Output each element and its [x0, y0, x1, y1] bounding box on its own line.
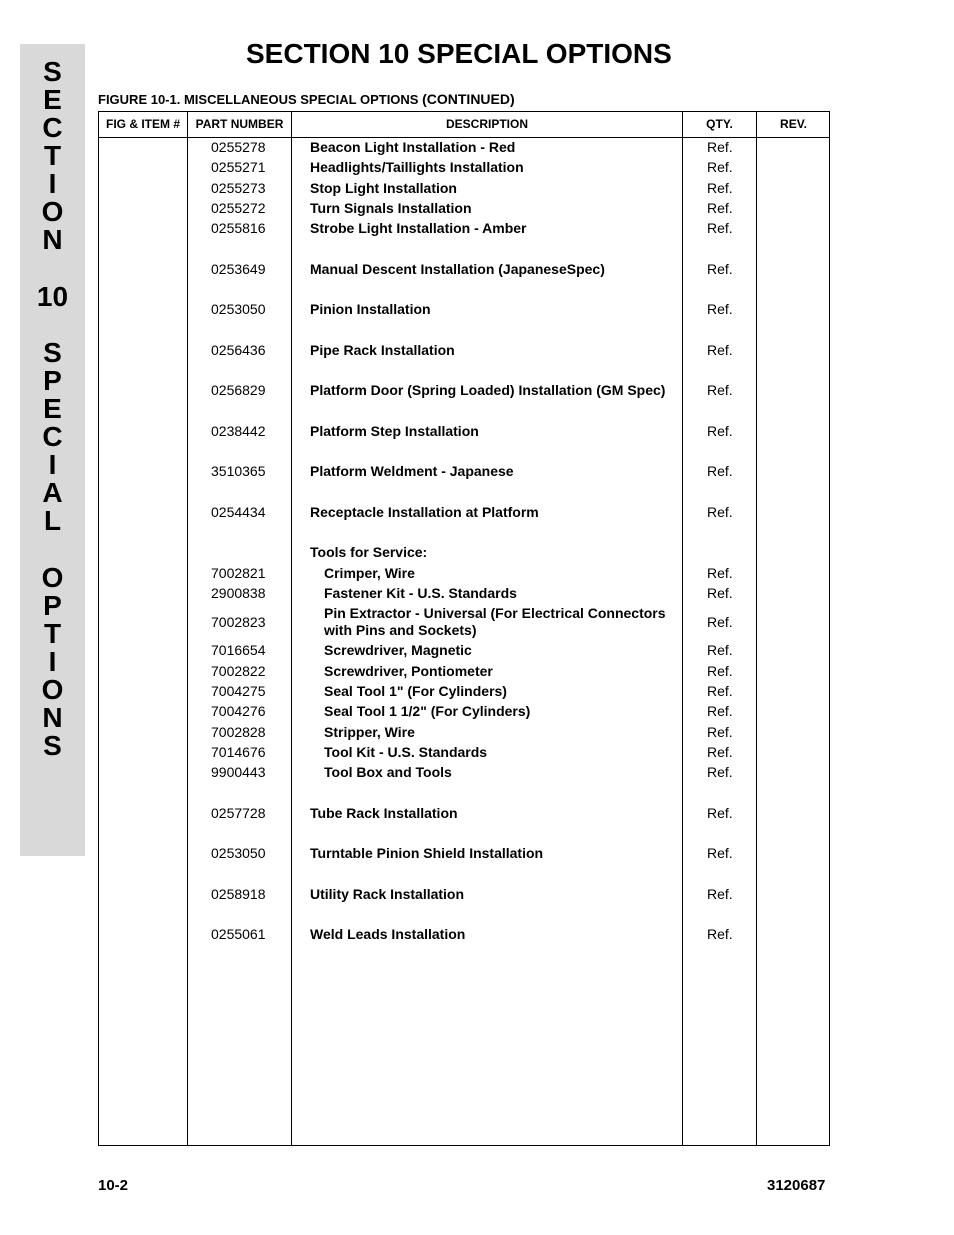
- side-tab-letter: C: [42, 112, 63, 143]
- part-number-cell: 0255061: [211, 926, 266, 942]
- description-cell: Platform Weldment - Japanese: [310, 463, 514, 479]
- side-tab-letter: P: [43, 365, 62, 396]
- description-cell: Tube Rack Installation: [310, 805, 458, 821]
- side-tab-letter: E: [43, 393, 62, 424]
- qty-cell: Ref.: [707, 342, 733, 358]
- description-cell: Beacon Light Installation - Red: [310, 139, 516, 155]
- description-cell: Stripper, Wire: [324, 724, 415, 740]
- side-tab-letter: E: [43, 84, 62, 115]
- page-number: 10-2: [98, 1177, 129, 1194]
- description-cell: Seal Tool 1" (For Cylinders): [324, 683, 507, 699]
- part-number-cell: 0253649: [211, 261, 266, 277]
- qty-cell: Ref.: [707, 585, 733, 601]
- page-title: SECTION 10 SPECIAL OPTIONS: [246, 38, 672, 69]
- part-number-cell: 0255278: [211, 139, 266, 155]
- description-cell: Crimper, Wire: [324, 565, 415, 581]
- side-tab-letter: P: [43, 590, 62, 621]
- side-tab-letter: T: [43, 618, 62, 649]
- part-number-cell: 0238442: [211, 423, 266, 439]
- description-cell: Screwdriver, Magnetic: [324, 642, 472, 658]
- qty-cell: Ref.: [707, 683, 733, 699]
- header-part-number: PART NUMBER: [195, 117, 284, 131]
- description-cell: Stop Light Installation: [310, 180, 457, 196]
- header-fig-item: FIG & ITEM #: [105, 117, 180, 131]
- part-number-cell: 0253050: [211, 301, 266, 317]
- qty-cell: Ref.: [707, 845, 733, 861]
- qty-cell: Ref.: [707, 423, 733, 439]
- document-number: 3120687: [767, 1177, 826, 1194]
- side-tab-letter: O: [41, 674, 64, 705]
- side-tab-letter: I: [48, 168, 57, 199]
- description-cell: Strobe Light Installation - Amber: [310, 220, 527, 236]
- qty-cell: Ref.: [707, 139, 733, 155]
- section-side-tab: [20, 44, 85, 856]
- side-tab-letter: O: [41, 196, 64, 227]
- figure-caption-main: FIGURE 10-1. MISCELLANEOUS SPECIAL OPTIONS: [98, 92, 419, 107]
- side-tab-letter: I: [48, 449, 57, 480]
- side-tab-letter: C: [42, 421, 63, 452]
- side-tab-letter: S: [43, 730, 62, 761]
- part-number-cell: 7004275: [211, 683, 266, 699]
- description-cell: Tools for Service:: [310, 544, 428, 560]
- part-number-cell: 0256436: [211, 342, 266, 358]
- description-cell: Fastener Kit - U.S. Standards: [324, 585, 517, 601]
- qty-cell: Ref.: [707, 180, 733, 196]
- part-number-cell: 7004276: [211, 703, 266, 719]
- qty-cell: Ref.: [707, 261, 733, 277]
- side-tab-letter: I: [48, 646, 57, 677]
- part-number-cell: 0254434: [211, 504, 266, 520]
- description-cell: Platform Door (Spring Loaded) Installation (GM Spec): [310, 382, 666, 398]
- figure-caption-continued: (CONTINUED): [422, 91, 515, 107]
- side-tab-letter: T: [43, 140, 62, 171]
- side-tab-letter: O: [41, 562, 64, 593]
- description-cell: Pipe Rack Installation: [310, 342, 455, 358]
- description-cell: Receptacle Installation at Platform: [310, 504, 539, 520]
- qty-cell: Ref.: [707, 926, 733, 942]
- description-cell: Weld Leads Installation: [310, 926, 466, 942]
- side-tab-letter: S: [43, 56, 62, 87]
- part-number-cell: 0257728: [211, 805, 266, 821]
- qty-cell: Ref.: [707, 565, 733, 581]
- qty-cell: Ref.: [707, 805, 733, 821]
- qty-cell: Ref.: [707, 382, 733, 398]
- part-number-cell: 0255816: [211, 220, 266, 236]
- qty-cell: Ref.: [707, 463, 733, 479]
- part-number-cell: 7014676: [211, 744, 266, 760]
- header-rev: REV.: [780, 117, 807, 131]
- description-cell: Platform Step Installation: [310, 423, 479, 439]
- description-cell: Manual Descent Installation (JapaneseSpec): [310, 261, 605, 277]
- qty-cell: Ref.: [707, 744, 733, 760]
- description-cell: Screwdriver, Pontiometer: [324, 663, 493, 679]
- qty-cell: Ref.: [707, 220, 733, 236]
- part-number-cell: 7002828: [211, 724, 266, 740]
- part-number-cell: 0253050: [211, 845, 266, 861]
- side-tab-letter: N: [42, 224, 63, 255]
- description-cell: Headlights/Taillights Installation: [310, 159, 524, 175]
- description-cell: Seal Tool 1 1/2" (For Cylinders): [324, 703, 531, 719]
- side-tab-letter: A: [42, 477, 63, 508]
- qty-cell: Ref.: [707, 200, 733, 216]
- part-number-cell: 0255271: [211, 159, 266, 175]
- qty-cell: Ref.: [707, 703, 733, 719]
- part-number-cell: 7016654: [211, 642, 266, 658]
- header-qty: QTY.: [706, 117, 733, 131]
- part-number-cell: 0256829: [211, 382, 266, 398]
- part-number-cell: 9900443: [211, 764, 266, 780]
- side-tab-letter: N: [42, 702, 63, 733]
- description-cell: Utility Rack Installation: [310, 886, 465, 902]
- qty-cell: Ref.: [707, 724, 733, 740]
- part-number-cell: 7002823: [211, 614, 266, 630]
- part-number-cell: 0255272: [211, 200, 266, 216]
- description-cell: Tool Box and Tools: [324, 764, 452, 780]
- qty-cell: Ref.: [707, 301, 733, 317]
- side-tab-letter: 10: [36, 281, 69, 312]
- qty-cell: Ref.: [707, 886, 733, 902]
- figure-caption: [98, 91, 515, 107]
- description-cell: Turntable Pinion Shield Installation: [310, 845, 544, 861]
- part-number-cell: 0258918: [211, 886, 266, 902]
- qty-cell: Ref.: [707, 159, 733, 175]
- side-tab-letter: L: [43, 505, 62, 536]
- qty-cell: Ref.: [707, 663, 733, 679]
- part-number-cell: 2900838: [211, 585, 266, 601]
- description-cell: Tool Kit - U.S. Standards: [324, 744, 488, 760]
- qty-cell: Ref.: [707, 504, 733, 520]
- part-number-cell: 3510365: [211, 463, 266, 479]
- parts-table: [98, 111, 830, 1146]
- part-number-cell: 7002822: [211, 663, 266, 679]
- header-description: DESCRIPTION: [445, 117, 528, 131]
- description-cell: Pin Extractor - Universal (For Electrical Connectors with Pins and Sockets): [324, 605, 666, 638]
- part-number-cell: 7002821: [211, 565, 266, 581]
- qty-cell: Ref.: [707, 642, 733, 658]
- description-cell: Turn Signals Installation: [310, 200, 472, 216]
- description-cell: Pinion Installation: [310, 301, 431, 317]
- qty-cell: Ref.: [707, 764, 733, 780]
- qty-cell: Ref.: [707, 614, 733, 630]
- part-number-cell: 0255273: [211, 180, 266, 196]
- side-tab-letter: S: [43, 337, 62, 368]
